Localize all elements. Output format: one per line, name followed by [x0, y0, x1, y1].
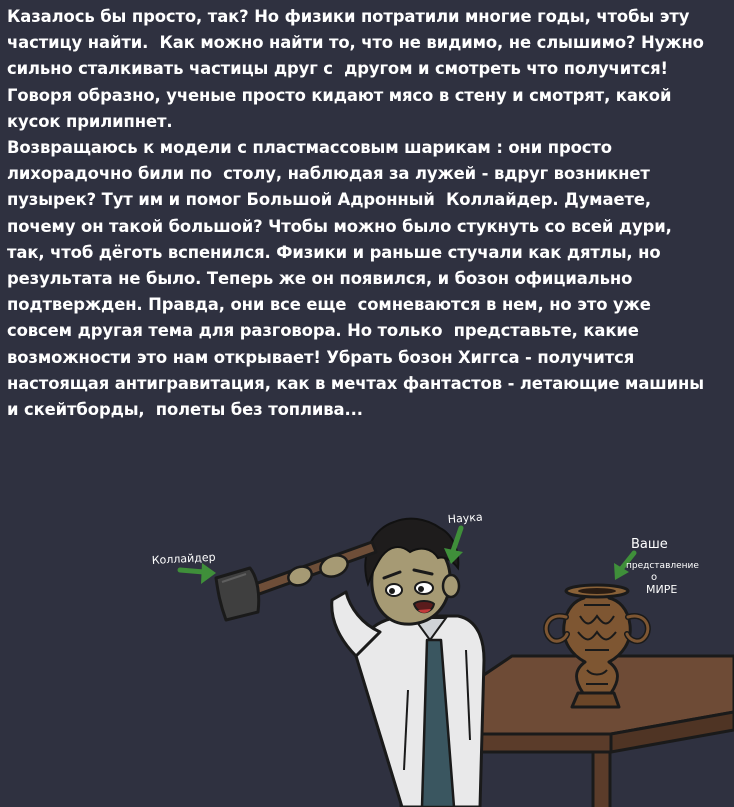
story-text	[7, 4, 731, 423]
arrow-collider	[180, 563, 216, 584]
label-world-line-1: Ваше	[631, 537, 668, 552]
label-world-line-3: о	[651, 572, 658, 583]
label-science: Наука	[447, 510, 484, 526]
story-paragraph-2: Возвращаюсь к модели с пластмассовым шарикам : они просто лихорадочно били по столу, наблюдая за лужей - вдруг возникнет пузырек? Тут им и помог Большой Адронный Коллайдер. Думаете, почему он такой большой? Чтобы можно было стукнуть со всей дури, так, чтоб дёготь вспенился. Физики и раньше стучали как дятлы, но результата не было. Теперь же он появился, и бозон официально подтвержден. Правда, они все еще сомневаются в нем, но это уже совсем другая тема для разговора. Но только представьте, какие возможности это нам открывает! Убрать бозон Хиггса - получится настоящая антигравитация, как в мечтах фантастов - летающие машины и скейтборды, полеты без топлива...	[7, 138, 704, 420]
label-collider: Коллайдер	[151, 550, 216, 567]
scientist	[332, 519, 484, 807]
story-paragraph-1: Казалось бы просто, так? Но физики потратили многие годы, чтобы эту частицу найти. Как можно найти то, что не видимо, не слышимо? Нужно сильно сталкивать частицы друг с другом и смотреть что получится! Говоря образно, ученые просто кидают мясо в стену и смотрят, какой кусок прилипнет.	[7, 7, 704, 131]
label-world-line-4: МИРЕ	[646, 583, 678, 596]
cartoon-illustration	[0, 420, 734, 807]
label-world-line-2: представление	[626, 561, 699, 571]
